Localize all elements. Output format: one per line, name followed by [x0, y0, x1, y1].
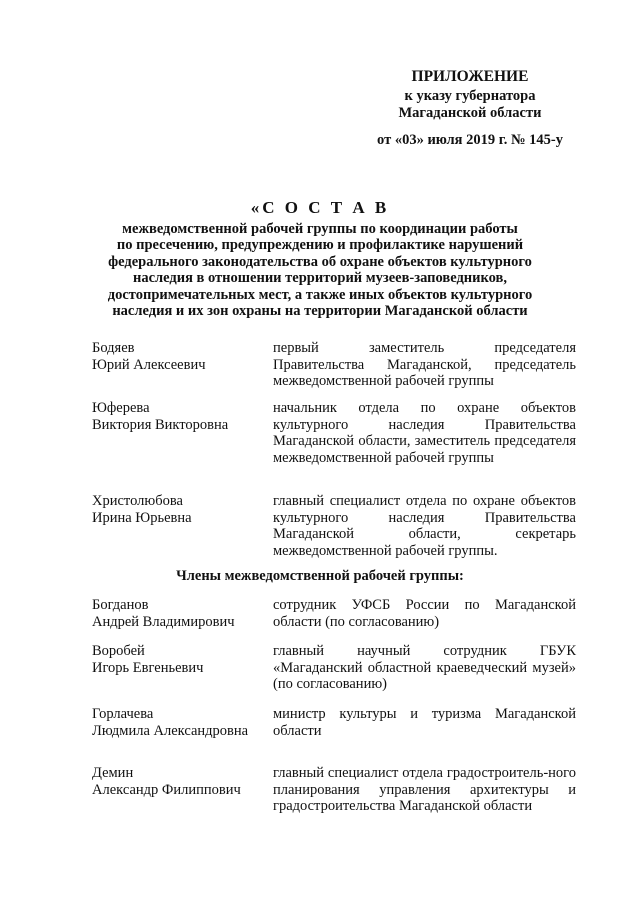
person-given-name: Юрий Алексеевич	[92, 356, 206, 373]
members-heading: Члены межведомственной рабочей группы:	[176, 568, 464, 584]
heading-line: федерального законодательства об охране объектов культурного	[108, 253, 532, 270]
appendix-decree-line: к указу губернатора	[404, 88, 536, 104]
person-surname: Богданов	[92, 597, 149, 613]
heading-line: наследия и их зон охраны на территории Магаданской области	[112, 303, 528, 319]
person-surname: Демин	[92, 765, 134, 781]
person-name	[92, 643, 267, 676]
person-name	[92, 340, 267, 373]
person-name	[92, 493, 267, 526]
document-heading	[60, 200, 580, 320]
appendix-date: от «03» июля 2019 г. № 145-у	[377, 132, 563, 148]
appendix-region-line: Магаданской области	[398, 105, 542, 121]
person-role: главный специалист отдела по охране объектов культурного наследия Правительства Магаданской области, секретарь межведомственной рабочей группы.	[273, 493, 576, 559]
person-given-name: Виктория Викторовна	[92, 416, 229, 433]
person-surname: Юферева	[92, 400, 150, 416]
person-name	[92, 400, 267, 433]
person-given-name: Ирина Юрьевна	[92, 509, 192, 526]
person-surname: Бодяев	[92, 340, 135, 356]
person-surname: Горлачева	[92, 706, 154, 722]
heading-title: «С О С Т А В	[250, 198, 390, 217]
person-surname: Воробей	[92, 643, 145, 659]
person-given-name: Людмила Александровна	[92, 722, 249, 739]
heading-line: межведомственной рабочей группы по координации работы	[122, 220, 518, 237]
person-given-name: Александр Филиппович	[92, 781, 241, 798]
person-role: министр культуры и туризма Магаданской области	[273, 706, 576, 739]
person-role: начальник отдела по охране объектов культурного наследия Правительства Магаданской области, заместитель председателя межведомственной рабочей группы	[273, 400, 576, 466]
person-given-name: Андрей Владимирович	[92, 613, 235, 630]
heading-line: достопримечательных мест, а также иных объектов культурного	[107, 286, 533, 303]
person-role: сотрудник УФСБ России по Магаданской области (по согласованию)	[273, 597, 576, 630]
appendix-block	[360, 68, 580, 149]
person-name	[92, 706, 267, 739]
person-name	[92, 597, 267, 630]
person-role: главный специалист отдела градостроитель-ного планирования управления архитектуры и градостроительства Магаданской области	[273, 765, 576, 814]
heading-line: по пресечению, предупреждению и профилактике нарушений	[116, 237, 524, 253]
person-role: главный научный сотрудник ГБУК «Магаданский областной краеведческий музей» (по согласованию)	[273, 643, 576, 692]
person-name	[92, 765, 267, 798]
person-role: первый заместитель председателя Правительства Магаданской, председатель межведомственной рабочей группы	[273, 340, 576, 389]
person-given-name: Игорь Евгеньевич	[92, 659, 204, 676]
heading-line: наследия в отношении территорий музеев-заповедников,	[132, 270, 508, 286]
person-surname: Христолюбова	[92, 493, 183, 509]
appendix-title: ПРИЛОЖЕНИЕ	[411, 68, 529, 85]
